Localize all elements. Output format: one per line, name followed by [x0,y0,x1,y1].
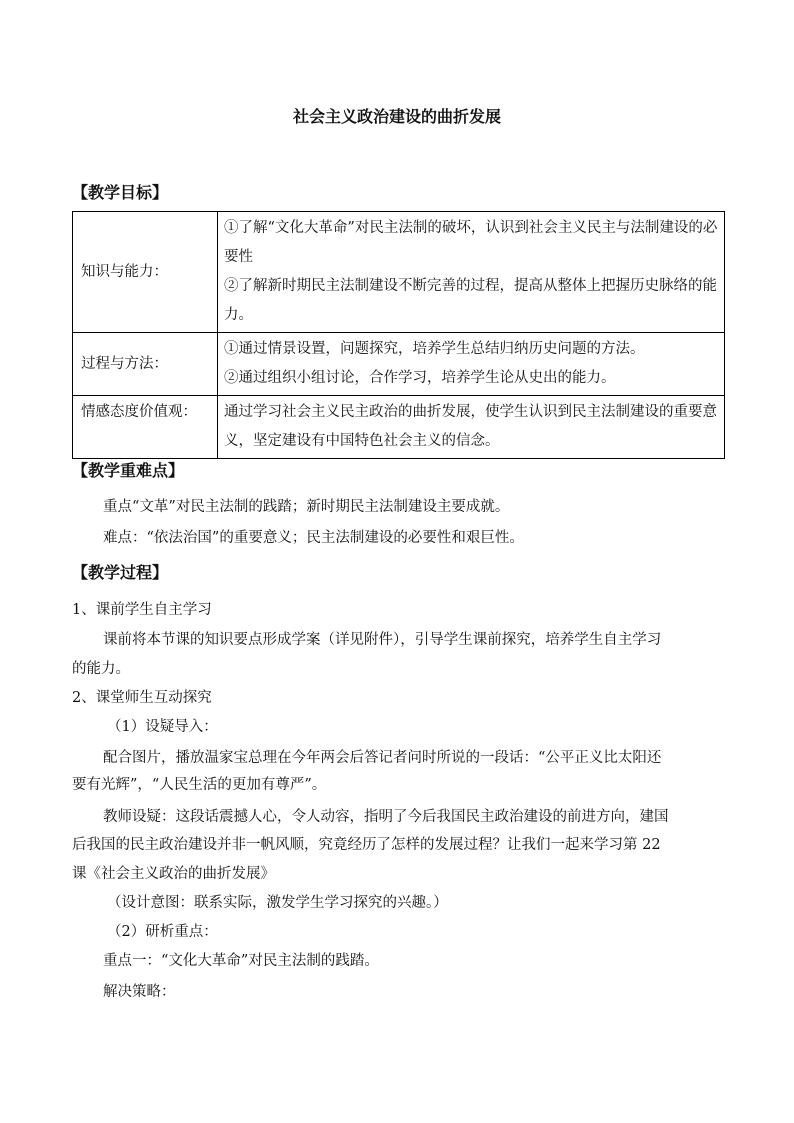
difficult-point: 难点：“依法治国”的重要意义；民主法制建设的必要性和艰巨性。 [103,530,524,546]
strategy-label: 解决策略： [103,984,176,1000]
focus-one: 重点一：“文化大革命”对民主法制的践踏。 [103,953,379,969]
step-1: 1、课前学生自主学习 [72,602,212,618]
content-line: ①了解“文化大革命”对民主法制的破坏，认识到社会主义民主与法制建设的必要性 [224,220,718,265]
paragraph-line: 后我国的民主政治建设并非一帆风顺，究竟经历了怎样的发展过程？让我们一起来学习第 22 [72,837,661,853]
paragraph-line: 的能力。 [72,661,130,677]
key-point: 重点“文革”对民主法制的践踏；新时期民主法制建设主要成就。 [103,499,510,515]
paragraph-line: 配合图片，播放温家宝总理在今年两会后答记者问时所说的一段话：“公平正义比太阳还 [103,750,662,766]
subsection-1: （1）设疑导入： [107,719,218,735]
content-line: ②了解新时期民主法制建设不断完善的过程，提高从整体上把握历史脉络的能力。 [224,278,717,323]
table-row [73,212,725,333]
content-line: ②通过组织小组讨论，合作学习，培养学生论从史出的能力。 [224,370,616,386]
row-label: 情感态度价值观： [73,396,218,459]
row-content [218,396,725,459]
row-label: 知识与能力： [73,212,218,333]
content-line: 通过学习社会主义民主政治的曲折发展，使学生认识到民主法制建设的重要意义，坚定建设有中国特色社会主义的信念。 [224,404,717,449]
subsection-2: （2）研析重点： [107,924,218,940]
step-2: 2、课堂师生互动探究 [72,690,212,706]
heading-teaching-process: 【教学过程】 [72,563,169,582]
paragraph-line: 要有光辉”，“人民生活的更加有尊严”。 [72,777,327,793]
paragraph-line: 课前将本节课的知识要点形成学案（详见附件），引导学生课前探究，培养学生自主学习 [103,632,662,648]
row-label: 过程与方法： [73,333,218,396]
paragraph-line: 教师设疑：这段话震撼人心，令人动容，指明了今后我国民主政治建设的前进方向，建国 [103,809,669,825]
row-content [218,212,725,333]
doc-title: 社会主义政治建设的曲折发展 [292,107,501,126]
heading-key-difficult: 【教学重难点】 [72,461,185,480]
paragraph-line: 课《社会主义政治的曲折发展》 [72,866,275,882]
heading-teaching-goals: 【教学目标】 [72,183,169,202]
teaching-goals-table [72,211,725,459]
content-line: ①通过情景设置，问题探究，培养学生总结归纳历史问题的方法。 [224,341,645,357]
table-row [73,396,725,459]
table-row [73,333,725,396]
row-content [218,333,725,396]
design-intent: （设计意图：联系实际，激发学生学习探究的兴趣。） [107,895,448,911]
